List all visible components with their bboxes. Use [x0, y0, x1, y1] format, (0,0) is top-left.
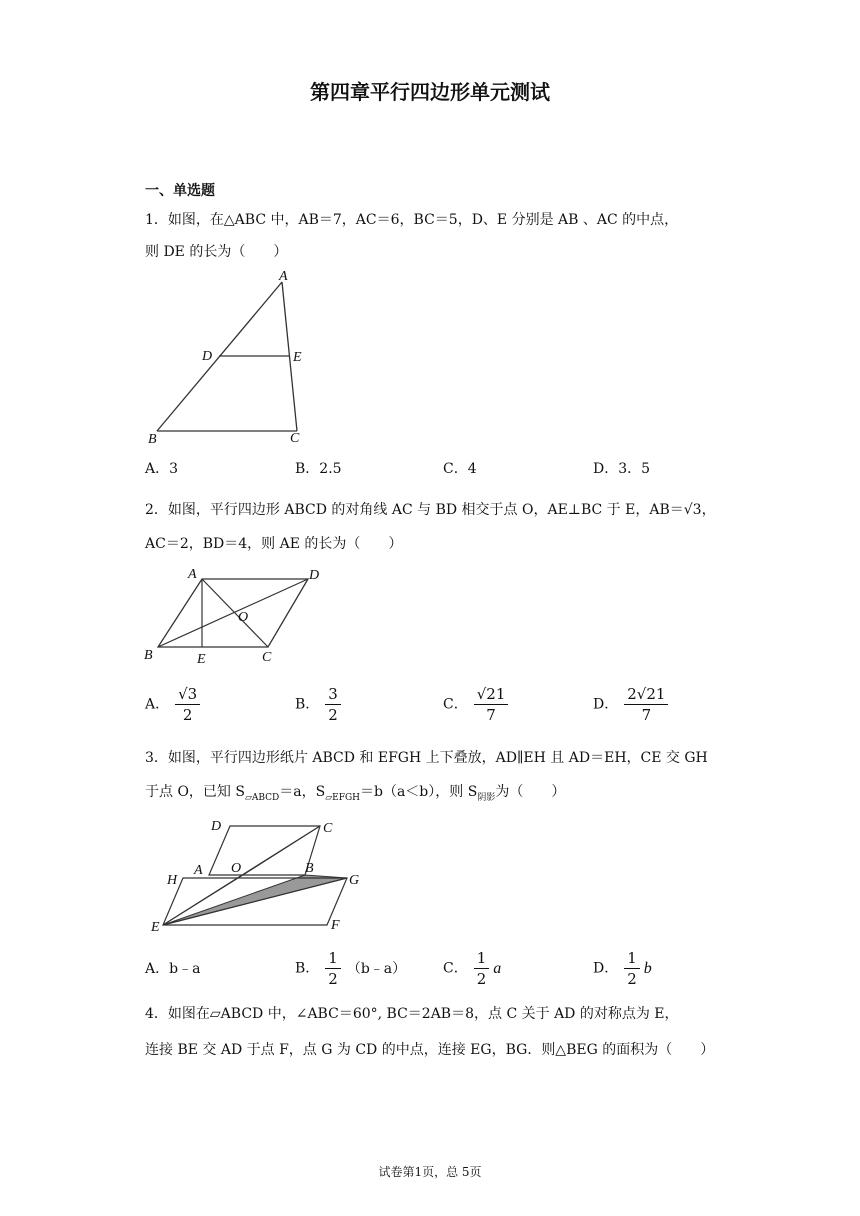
label-c: C: [323, 821, 333, 836]
option-d[interactable]: D． $\frac{2√21}{7}$: [593, 684, 668, 725]
label-a: A: [188, 567, 197, 582]
page-footer: 试卷第1页，总 5页: [378, 1165, 482, 1179]
label-e: E: [293, 350, 302, 365]
diagonal-ac: [202, 579, 268, 647]
label-b: B: [144, 648, 153, 663]
label-a: A: [279, 269, 288, 284]
label-c: C: [290, 431, 300, 446]
option-b[interactable]: B． $\frac{1}{2}$ （b﹣a）: [295, 949, 407, 988]
option-b[interactable]: B．2.5: [295, 461, 342, 477]
segment-eg: [163, 878, 347, 925]
label-h: H: [167, 873, 178, 888]
label-e: E: [197, 652, 206, 667]
label-g: G: [349, 873, 360, 888]
option-c[interactable]: C． $\frac{√21}{7}$: [443, 684, 508, 725]
option-d[interactable]: D． $\frac{1}{2}$ b: [593, 949, 652, 988]
label-f: F: [331, 918, 340, 933]
option-c[interactable]: C． $\frac{1}{2}$ a: [443, 949, 502, 988]
option-b[interactable]: B． $\frac{3}{2}$: [295, 684, 341, 725]
label-b: B: [305, 861, 314, 876]
question-3-line-1: 3．如图，平行四边形纸片 ABCD 和 EFGH 上下叠放，AD∥EH 且 AD＝EH，CE 交 GH: [145, 750, 708, 766]
parallelogram-abcd: [209, 826, 320, 875]
label-o: O: [231, 861, 242, 876]
parallelogram-figure: [140, 565, 340, 674]
label-e: E: [151, 920, 160, 935]
option-d[interactable]: D．3．5: [593, 461, 651, 477]
question-2-line-2: AC＝2，BD＝4，则 AE 的长为（ ）: [145, 536, 403, 552]
question-2-line-1: 2．如图，平行四边形 ABCD 的对角线 AC 与 BD 相交于点 O，AE⊥BC 于 E，AB＝√3，: [145, 502, 716, 518]
label-d: D: [211, 819, 222, 834]
label-d: D: [202, 349, 213, 364]
option-a[interactable]: A．b﹣a: [145, 961, 201, 977]
label-d: D: [309, 568, 320, 583]
overlapping-parallelograms-figure: [145, 814, 375, 943]
section-heading: 一、单选题: [145, 183, 215, 199]
question-1-line-1: 1．如图，在△ABC 中，AB＝7，AC＝6，BC＝5，D、E 分别是 AB 、AC 的中点，: [145, 212, 679, 228]
label-b: B: [148, 432, 157, 447]
page-title: 第四章平行四边形单元测试: [310, 80, 550, 104]
question-3-line-2: 于点 O，已知 $S_{▱ABCD}=a$，$S_{▱EFGH}=b(a<b)$，则 $S_{阴影}$为（ ）: [145, 784, 566, 803]
option-c[interactable]: C．4: [443, 461, 477, 477]
triangle-figure: [140, 268, 320, 452]
label-c: C: [262, 650, 272, 665]
question-1-line-2: 则 DE 的长为（ ）: [145, 244, 288, 260]
question-4-line-1: 4．如图在▱ABCD 中，∠ABC＝60°, BC＝2AB＝8，点 C 关于 AD 的对称点为 E，: [145, 1006, 679, 1022]
label-o: O: [238, 610, 249, 625]
question-4-line-2: 连接 BE 交 AD 于点 F，点 G 为 CD 的中点，连接 EG，BG．则△BEG 的面积为（ ）: [145, 1042, 715, 1058]
label-a: A: [194, 863, 203, 878]
option-a[interactable]: A． $\frac{√3}{2}$: [145, 684, 200, 725]
option-a[interactable]: A．3: [145, 461, 179, 477]
